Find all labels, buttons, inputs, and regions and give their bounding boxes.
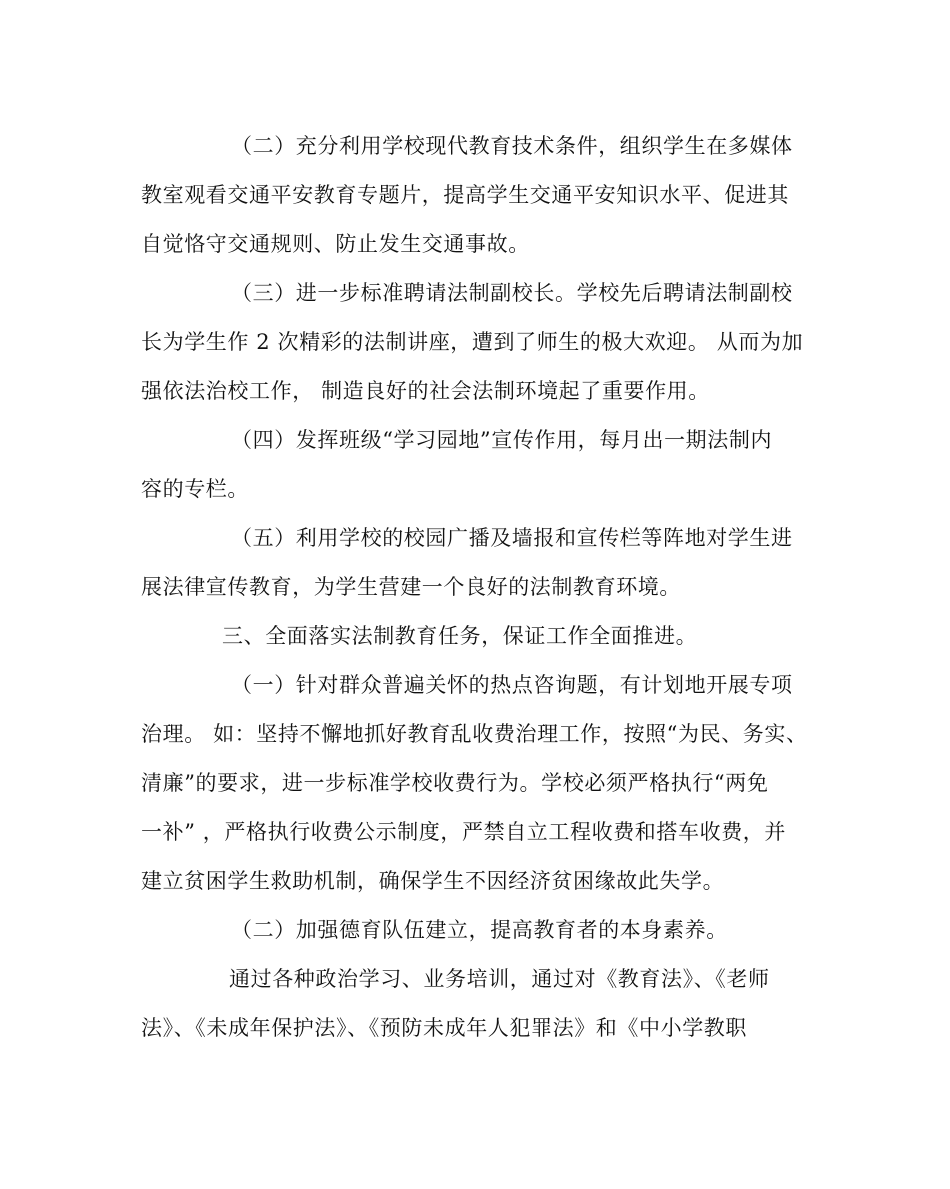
paragraph-line: （三）进一步标准聘请法制副校长。学校先后聘请法制副校 <box>231 281 793 305</box>
paragraph-line: 展法律宣传教育，为学生营建一个良好的法制教育环境。 <box>141 575 681 599</box>
paragraph-line: 清廉”的要求，进一步标准学校收费行为。学校必须严格执行“两免 <box>141 771 769 795</box>
paragraph-line: 通过各种政治学习、业务培训，通过对《教育法》、《老师 <box>229 967 770 991</box>
paragraph-line: （二）充分利用学校现代教育技术条件，组织学生在多媒体 <box>231 134 793 158</box>
paragraph-line: 一补” ，严格执行收费公示制度，严禁自立工程收费和搭车收费，并 <box>141 820 787 844</box>
paragraph-line: （一）针对群众普遍关怀的热点咨询题，有计划地开展专项 <box>231 673 793 697</box>
paragraph-line: 治理。 如：坚持不懈地抓好教育乱收费治理工作，按照“为民、务实、 <box>141 722 808 746</box>
paragraph-line: 容的专栏。 <box>141 477 249 501</box>
paragraph-line: 强依法治校工作， 制造良好的社会法制环境起了重要作用。 <box>141 379 710 403</box>
paragraph-line: （五）利用学校的校园广播及墙报和宣传栏等阵地对学生进 <box>231 526 793 550</box>
paragraph-line: （二）加强德育队伍建立，提高教育者的本身素养。 <box>231 918 728 942</box>
paragraph-line: （四）发挥班级“学习园地”宣传作用，每月出一期法制内 <box>231 428 773 452</box>
paragraph-line: 自觉恪守交通规则、防止发生交通事故。 <box>141 232 530 256</box>
paragraph-line: 长为学生作 2 次精彩的法制讲座，遭到了师生的极大欢迎。 从而为加 <box>141 330 804 354</box>
section-heading: 三、全面落实法制教育任务，保证工作全面推进。 <box>222 624 698 648</box>
paragraph-line: 法》、《未成年保护法》、《预防未成年人犯罪法》和《中小学教职 <box>141 1016 747 1040</box>
paragraph-line: 教室观看交通平安教育专题片，提高学生交通平安知识水平、促进其 <box>141 183 789 207</box>
paragraph-line: 建立贫困学生救助机制，确保学生不因经济贫困缘故此失学。 <box>141 869 725 893</box>
